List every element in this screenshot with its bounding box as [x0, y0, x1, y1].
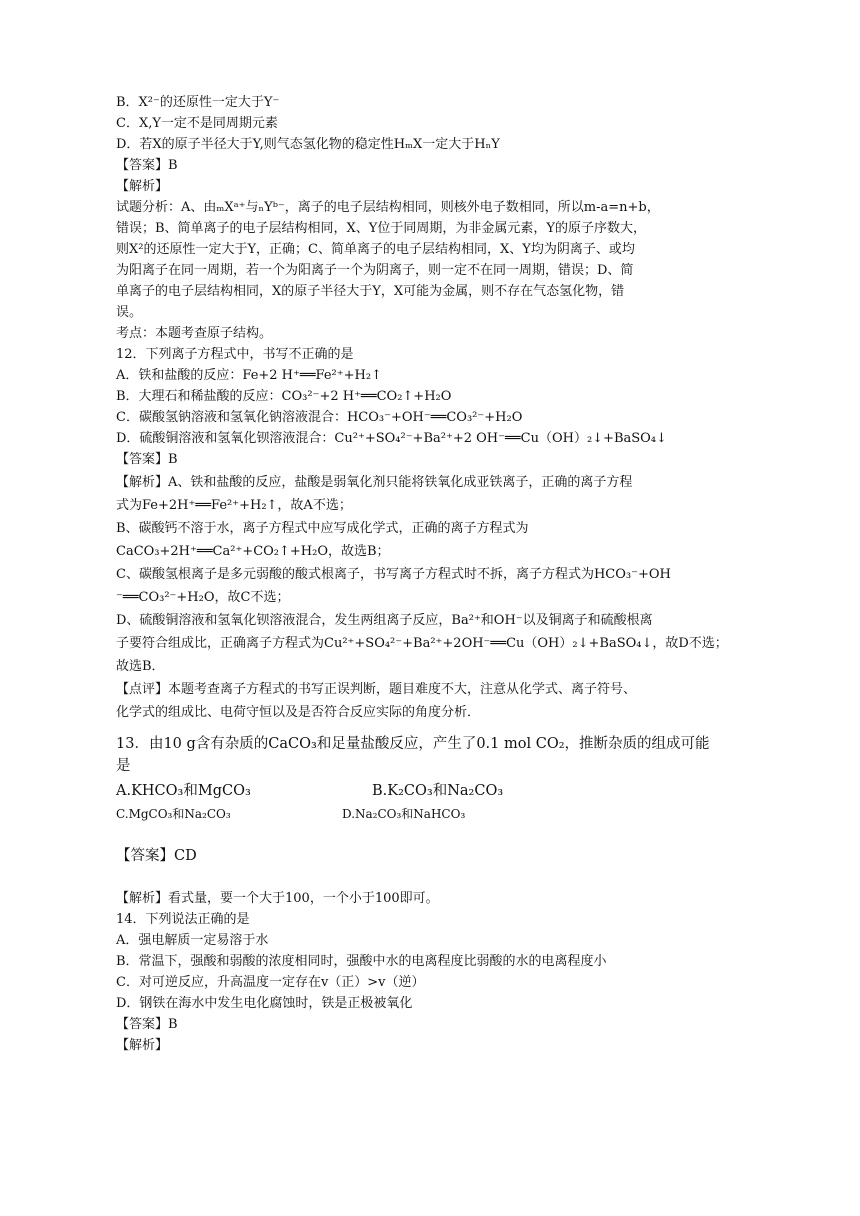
q11-key-point: 考点：本题考查原子结构。 — [116, 326, 273, 341]
q12-analysis-line: 【解析】A、铁和盐酸的反应，盐酸是弱氧化剂只能将铁氧化成亚铁离子，正确的离子方程 — [116, 475, 633, 490]
q12-option-b: B．大理石和稀盐酸的反应：CO₃²⁻+2 H⁺══CO₂↑+H₂O — [116, 389, 452, 404]
q12-analysis-line: 式为Fe+2H⁺══Fe²⁺+H₂↑，故A不选； — [116, 498, 352, 513]
q12-analysis-line: D、硫酸铜溶液和氢氧化钡溶液混合，发生两组离子反应，Ba²⁺和OH⁻以及铜离子和硫酸根离 — [116, 613, 653, 628]
q11-analysis-heading: 【解析】 — [116, 179, 169, 194]
q13-option-a: A.KHCO₃和MgCO₃ — [116, 783, 251, 799]
q12-comment: 【点评】本题考查离子方程式的书写正误判断，题目难度不大，注意从化学式、离子符号、 — [116, 682, 637, 697]
q14-answer: 【答案】B — [116, 1017, 178, 1032]
q13-option-c: C.MgCO₃和Na₂CO₃ — [116, 807, 231, 821]
q12-option-d: D．硫酸铜溶液和氢氧化钡溶液混合：Cu²⁺+SO₄²⁻+Ba²⁺+2 OH⁻══Cu（OH）₂↓+BaSO₄↓ — [116, 431, 667, 446]
q14-analysis-heading: 【解析】 — [116, 1038, 169, 1053]
q12-conclusion: 故选B． — [116, 659, 165, 674]
q12-answer: 【答案】B — [116, 452, 178, 467]
q13-stem: 13．由10 g含有杂质的CaCO₃和足量盐酸反应，产生了0.1 mol CO₂，推断杂质的组成可能 — [116, 736, 710, 752]
q13-option-d: D.Na₂CO₃和NaHCO₃ — [342, 807, 466, 821]
q11-analysis-line: 则X²的还原性一定大于Y，正确；C、简单离子的电子层结构相同，X、Y均为阴离子、或均 — [116, 242, 635, 257]
q12-comment: 化学式的组成比、电荷守恒以及是否符合反应实际的角度分析． — [116, 705, 481, 720]
q13-option-b: B.K₂CO₃和Na₂CO₃ — [372, 783, 504, 799]
q14-stem: 14．下列说法正确的是 — [116, 912, 250, 927]
q12-stem: 12．下列离子方程式中，书写不正确的是 — [116, 347, 354, 362]
q11-analysis-line: 为阳离子在同一周期，若一个为阳离子一个为阴离子，则一定不在同一周期，错误；D、简 — [116, 263, 634, 278]
q12-analysis-line: C、碳酸氢根离子是多元弱酸的酸式根离子，书写离子方程式时不拆，离子方程式为HCO₃⁻+OH — [116, 567, 671, 582]
q13-answer: 【答案】CD — [116, 848, 197, 864]
q12-option-a: A．铁和盐酸的反应：Fe+2 H⁺══Fe²⁺+H₂↑ — [116, 368, 382, 383]
q14-option-b: B．常温下，强酸和弱酸的浓度相同时，强酸中水的电离程度比弱酸的水的电离程度小 — [116, 954, 607, 969]
q12-analysis-line: ⁻══CO₃²⁻+H₂O，故C不选； — [116, 590, 290, 605]
q12-analysis-line: 子要符合组成比，正确离子方程式为Cu²⁺+SO₄²⁻+Ba²⁺+2OH⁻══Cu（OH）₂↓+BaSO₄↓，故D不选； — [116, 636, 728, 651]
q14-option-a: A．强电解质一定易溶于水 — [116, 933, 269, 948]
q11-analysis-line: 错误；B、简单离子的电子层结构相同，X、Y位于同周期，为非金属元素，Y的原子序数大， — [116, 221, 646, 236]
q12-analysis-line: B、碳酸钙不溶于水，离子方程式中应写成化学式，正确的离子方程式为 — [116, 521, 529, 536]
q12-option-c: C．碳酸氢钠溶液和氢氧化钠溶液混合：HCO₃⁻+OH⁻══CO₃²⁻+H₂O — [116, 410, 523, 425]
q13-stem: 是 — [116, 758, 131, 774]
q11-analysis-line: 误。 — [116, 305, 143, 320]
q14-option-c: C．对可逆反应，升高温度一定存在v（正）>v（逆） — [116, 975, 425, 990]
q12-analysis-line: CaCO₃+2H⁺══Ca²⁺+CO₂↑+H₂O，故选B； — [116, 544, 390, 559]
q11-option-d: D．若X的原子半径大于Y,则气态氢化物的稳定性HₘX一定大于HₙY — [116, 137, 500, 152]
q11-analysis-line: 单离子的电子层结构相同，X的原子半径大于Y，X可能为金属，则不存在气态氢化物，错 — [116, 284, 625, 299]
q13-analysis: 【解析】看式量，要一个大于100，一个小于100即可。 — [116, 891, 439, 906]
q14-option-d: D．钢铁在海水中发生电化腐蚀时，铁是正极被氧化 — [116, 996, 413, 1011]
q11-analysis-line: 试题分析：A、由ₘXᵃ⁺与ₙYᵇ⁻，离子的电子层结构相同，则核外电子数相同，所以m-a=n+b， — [116, 200, 660, 215]
q11-option-c: C．X,Y一定不是同周期元素 — [116, 116, 278, 131]
q11-option-b: B．X²⁻的还原性一定大于Y⁻ — [116, 95, 280, 110]
q11-answer: 【答案】B — [116, 158, 178, 173]
